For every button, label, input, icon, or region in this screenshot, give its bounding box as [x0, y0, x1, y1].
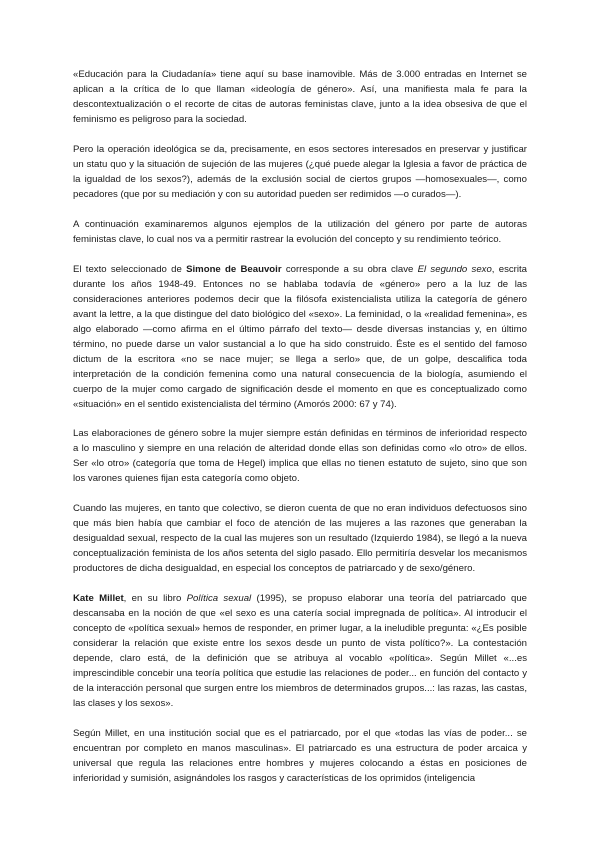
paragraph-text: A continuación examinaremos algunos ejemplos de la utilización del género por parte de autoras feministas clave, lo cual nos va a permitir rastrear la evolución del concepto y su rendimiento teórico.: [73, 219, 527, 245]
book-title-politica-sexual: Política sexual: [186, 593, 252, 604]
book-title-segundo-sexo: El segundo sexo: [417, 264, 492, 275]
paragraph-text: corresponde a su obra clave: [281, 264, 418, 275]
author-name-millet: Kate Millet: [73, 593, 124, 604]
paragraph-text: , escrita durante los años 1948-49. Entonces no se hablaba todavía de «género» pero a la luz de las consideraciones anteriores podemos decir que la filósofa existencialista utiliza la categoría de género avant la lettre, a la que distingue del dato biológico del «sexo». La feminidad, o la «realidad femenina», es algo elaborado —como afirma en el último párrafo del texto— desde diversas instancias y, en último término, no puede darse un valor sustancial a lo que ha sido construido. Éste es el sentido del famoso dictum de la escritora «no se nace mujer; se llega a serlo» que, de un golpe, descalifica toda interpretación de la condición femenina como una natural consecuencia de la biología, asumiendo el cuerpo de la mujer como cargado de significación desde el momento en que es conceptualizado como «situación» en el sentido existencialista del término (Amorós 2000: 67 y 74).: [73, 264, 527, 410]
paragraph-text: Según Millet, en una institución social que es el patriarcado, por el que «todas las vías de poder... se encuentran por completo en manos masculinas». El patriarcado es una estructura de poder arcaica y universal que regula las relaciones entre hombres y mujeres colocando a éstas en posiciones de inferioridad y sumisión, asignándoles los rasgos y características de los oprimidos (inteligencia: [73, 728, 527, 784]
paragraph-colectivo-mujeres: [73, 501, 527, 576]
paragraph-ejemplos-autoras: [73, 217, 527, 247]
paragraph-elaboraciones-genero: [73, 426, 527, 486]
paragraph-text: (1995), se propuso elaborar una teoría del patriarcado que descansaba en la noción de que «el sexo es una catería social impregnada de política». Al introducir el concepto de «política sexual» hemos de responder, en primer lugar, a la ineludible pregunta: «¿Es posible considerar la relación que existe entre los sexos desde un punto de vista político?». La contestación depende, claro está, de la definición que se atribuya al vocablo «política». Según Millet «...es imprescindible concebir una teoría política que estudie las relaciones de poder... en función del contacto y de la interacción personal que surgen entre los miembros de determinados grupos...: las razas, las castas, las clases y los sexos».: [73, 593, 527, 709]
paragraph-millet: [73, 591, 527, 711]
paragraph-educacion-ciudadania: [73, 67, 527, 127]
paragraph-text: Cuando las mujeres, en tanto que colectivo, se dieron cuenta de que no eran individuos defectuosos sino que más bien había que cambiar el foco de atención de las mujeres a las razones que generaban la desigualdad sexual, respecto de la cual las mujeres son un resultado (Izquierdo 1984), se llegó a la nueva conceptualización feminista de los años setenta del siglo pasado. Ello permitiría desvelar los mecanismos productores de dicha desigualdad, en especial los conceptos de patriarcado y de sexo/género.: [73, 503, 527, 574]
paragraph-text: El texto seleccionado de: [73, 264, 187, 275]
paragraph-text: «Educación para la Ciudadanía» tiene aquí su base inamovible. Más de 3.000 entradas en Internet se aplican a la crítica de lo que llaman «ideología de género». Así, una manifiesta mala fe para la descontextualización o el recorte de citas de autoras feministas clave, junto a la idea obsesiva de que el feminismo es peligroso para la sociedad.: [73, 69, 527, 125]
paragraph-operacion-ideologica: [73, 142, 527, 202]
paragraph-patriarcado: [73, 726, 527, 786]
paragraph-text: Pero la operación ideológica se da, precisamente, en esos sectores interesados en preservar y justificar un statu quo y la situación de sujeción de las mujeres (¿qué puede alegar la Iglesia a favor de práctica de la igualdad de los sexos?), además de la exclusión social de ciertos grupos —homosexuales—, como pecadores (que por su mediación y con su autoridad pueden ser redimidos —o curados—).: [73, 144, 527, 200]
author-name-beauvoir: Simone de Beauvoir: [186, 264, 282, 275]
document-page: [73, 67, 527, 801]
paragraph-beauvoir: [73, 262, 527, 412]
paragraph-text: Las elaboraciones de género sobre la mujer siempre están definidas en términos de inferioridad respecto a lo masculino y siempre en una relación de alteridad donde ellas son definidas como «lo otro» de ellos. Ser «lo otro» (categoría que toma de Hegel) implica que ellas no tienen estatuto de sujeto, sino que son los varones quienes fijan esta categoría como objeto.: [73, 428, 527, 484]
paragraph-text: , en su libro: [123, 593, 187, 604]
